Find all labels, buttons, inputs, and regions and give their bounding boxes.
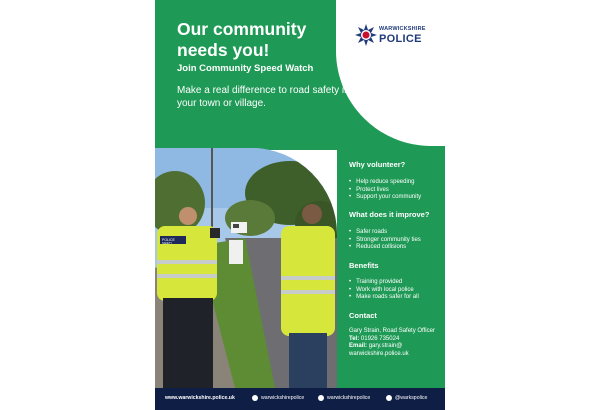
headline-line-1: Our community: [177, 19, 307, 39]
list-item: • Reduced collisions: [349, 244, 421, 252]
volunteers-photo: [155, 148, 337, 388]
instagram-icon: [318, 395, 324, 401]
list-item: • Support your community: [349, 194, 421, 202]
contact-email[interactable]: [349, 343, 443, 358]
footer-twitter-link[interactable]: [386, 395, 427, 401]
footer-bar: [155, 388, 445, 410]
list-item: • Training provided: [349, 279, 419, 287]
contact-name: Gary Strain, Road Safety Officer: [349, 328, 435, 334]
info-panel: [337, 148, 445, 388]
footer-website-link[interactable]: [165, 395, 235, 401]
police-crest-icon: [355, 24, 377, 46]
contact-details: [349, 328, 443, 358]
section-title-benefits: Benefits: [349, 261, 379, 270]
list-item: • Make roads safer for all: [349, 294, 419, 302]
list-item: • Safer roads: [349, 229, 421, 237]
twitter-handle: @warkspolice: [395, 395, 428, 401]
footer-instagram-link[interactable]: [318, 395, 370, 401]
tel-label: Tel:: [349, 335, 360, 342]
website-text: www.warwickshire.police.uk: [165, 395, 235, 401]
vest-label-2: SAFETY: [162, 242, 173, 245]
email-value: gary.strain@ warwickshire.police.uk: [349, 343, 409, 357]
section-title-why: Why volunteer?: [349, 160, 406, 169]
list-item: • Help reduce speeding: [349, 179, 421, 187]
section-title-contact: Contact: [349, 311, 377, 320]
logo-county-text: WARWICKSHIRE: [379, 26, 426, 32]
list-benefits: [349, 279, 419, 302]
subheadline: Join Community Speed Watch: [177, 63, 314, 74]
intro-text: Make a real difference to road safety in your town or village.: [177, 85, 350, 109]
headline-line-2: needs you!: [177, 40, 270, 60]
list-item: • Protect lives: [349, 187, 421, 195]
tel-value: 01926 735024: [360, 335, 400, 342]
facebook-icon: [252, 395, 258, 401]
facebook-handle: warwickshirepolice: [261, 395, 305, 401]
list-improve: [349, 229, 421, 252]
email-label: Email:: [349, 343, 368, 350]
list-why: [349, 179, 421, 202]
list-item: • Work with local police: [349, 287, 419, 295]
vest-label-1: POLICE: [162, 238, 175, 242]
list-item: • Stronger community ties: [349, 237, 421, 245]
contact-phone[interactable]: [349, 336, 443, 344]
footer-facebook-link[interactable]: [252, 395, 304, 401]
twitter-icon: [386, 395, 392, 401]
page-title: [177, 19, 347, 61]
instagram-handle: warwickshirepolice: [327, 395, 371, 401]
section-title-improve: What does it improve?: [349, 210, 430, 219]
poster: [155, 0, 445, 410]
logo-police-text: POLICE: [379, 33, 422, 45]
